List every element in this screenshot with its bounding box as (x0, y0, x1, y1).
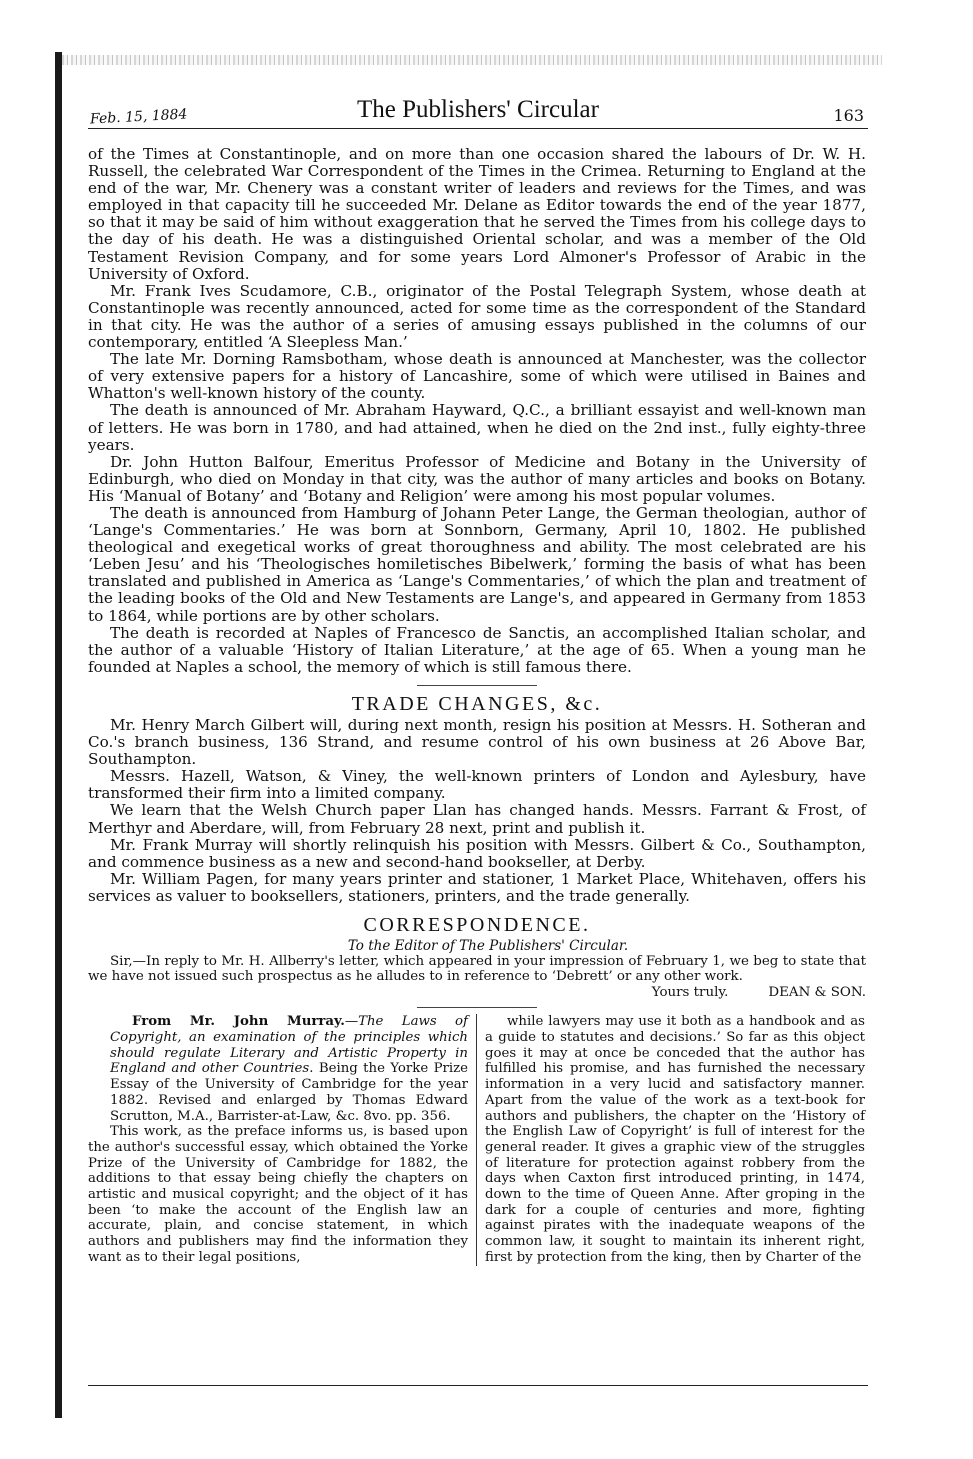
obituary-paragraph: The late Mr. Dorning Ramsbotham, whose death is announced at Manchester, was the collector of very extensive papers for a history of Lancashire, some of which were utilised in Baines and Whatton's well-known history of the county. (88, 350, 866, 403)
footer-rule (88, 1385, 868, 1386)
review-left-column (88, 1014, 477, 1265)
trade-changes-section (88, 692, 866, 905)
review-text-right: while lawyers may use it both as a handbook and as a guide to statutes and decisions.’ So far as this object goes it may at once be conceded that the author has fulfilled his promise, and has furnished the necessary information in a very lucid and satisfactory manner. Apart from the value of the work as a text-book for authors and publishers, the chapter on the ‘History of the English Law of Copyright’ is full of interest for the general reader. It gives a graphic view of the struggles of literature for protection against robbery from the days when Caxton first introduced printing, in 1474, down to the time of Queen Anne. After groping in the dark for a couple of centuries and more, fighting against pirates with the inadequate weapons of the common law, it sought to maintain its inherent right, first by protection from the king, then by Charter of the (485, 1014, 865, 1265)
signature: DEAN & SON. (768, 985, 866, 1001)
obituary-paragraph: Mr. Frank Ives Scudamore, C.B., originator of the Postal Telegraph System, whose death at Constantinople was recently announced, acted for some time as the correspondent of the Standard in that city. He was the author of a series of amusing essays published in the columns of our contemporary, entitled ‘A Sleepless Man.’ (88, 281, 866, 352)
book-title: —The Laws of Copyright, an examination of the principles which should regulate Literary and Artistic Property in England and other Countries. (110, 1014, 468, 1077)
correspondence-signoff (88, 984, 866, 1001)
trade-paragraph: We learn that the Welsh Church paper Llan has changed hands. Messrs. Farrant & Frost, of Merthyr and Aberdare, will, from February 28 next, print and publish it. (88, 801, 866, 837)
scan-binding-edge (55, 52, 62, 1418)
closing: Yours truly. (651, 985, 729, 1001)
obituary-paragraph: of the Times at Constantinople, and on more than one occasion shared the labours of Dr. W. H. Russell, the celebrated War Correspondent of the Times in the Crimea. Returning to England at the end of the war, Mr. Chenery was a constant writer of leaders and reviews for the Times, and was employed in that capacity till he succeeded Mr. Delane as Editor towards the end of the year 1877, so that it may be said of him without exaggeration that he served the Times from his college days to the day of his death. He was a distinguished Oriental scholar, and was a member of the Old Testament Revision Company, and for some years Lord Almoner's Professor of Arabic in the University of Oxford. (88, 145, 866, 283)
correspondence-section (88, 914, 866, 1001)
page-header (88, 96, 868, 126)
header-rule (88, 128, 868, 129)
correspondence-subheading: To the Editor of The Publishers' Circular. (347, 938, 629, 955)
obituaries-section (88, 146, 866, 676)
scan-top-edge (62, 55, 882, 65)
correspondence-letter: Sir,—In reply to Mr. H. Allberry's letter, which appeared in your impression of February 1, we beg to state that we have not issued such prospectus as he alludes to in reference to ‘Debrett’ or any other work. (88, 954, 866, 984)
section-divider (417, 685, 537, 686)
page-number: 163 (833, 106, 864, 125)
issue-date: Feb. 15, 1884 (89, 106, 188, 128)
obituary-paragraph: Dr. John Hutton Balfour, Emeritus Professor of Medicine and Botany in the University of Edinburgh, who died on Monday in that city, was the author of many articles and books on Botany. His ‘Manual of Botany’ and ‘Botany and Religion’ were among his most popular volumes. (88, 452, 866, 505)
page-title: The Publishers' Circular (357, 96, 599, 123)
book-reference (88, 1014, 468, 1124)
section-divider (417, 1007, 537, 1008)
review-text-left: This work, as the preface informs us, is based upon the author's successful essay, which obtained the Yorke Prize of the University of Cambridge for 1882, the additions to that essay being chiefly the chapters on artistic and musical copyright; and the object of it has been ‘to make the account of the English law an accurate, plain, and concise statement, in which authors and publishers may find the information they want as to their legal positions, (88, 1124, 468, 1265)
correspondence-heading: CORRESPONDENCE. (363, 914, 591, 937)
trade-paragraph: Mr. Henry March Gilbert will, during next month, resign his position at Messrs. H. Sotheran and Co.'s branch business, 136 Strand, and resume control of his own business at 26 Above Bar, Southampton. (88, 716, 866, 769)
article-body (88, 146, 866, 1266)
trade-paragraph: Mr. Frank Murray will shortly relinquish his position with Messrs. Gilbert & Co., Southampton, and commence business as a new and second-hand bookseller, at Derby. (88, 835, 866, 871)
trade-paragraph: Messrs. Hazell, Watson, & Viney, the well-known printers of London and Aylesbury, have transformed their firm into a limited company. (88, 767, 866, 803)
trade-changes-heading: TRADE CHANGES, &c. (351, 692, 603, 715)
review-publisher: From Mr. John Murray. (132, 1014, 345, 1030)
review-columns (88, 1014, 866, 1265)
obituary-paragraph: The death is announced from Hamburg of Johann Peter Lange, the German theologian, author of ‘Lange's Commentaries.’ He was born at Sonnborn, Germany, April 10, 1802. He published theological and exegetical works of great thoroughness and ability. The most celebrated are his ‘Leben Jesu’ and his ‘Theologisches homiletisches Bibelwerk,’ forming the basis of what has been translated and published in America as ‘Lange's Commentaries,’ of which the plan and treatment of the leading books of the Old and New Testaments are Lange's, and appeared in Germany from 1853 to 1864, while portions are by other scholars. (88, 503, 866, 625)
obituary-paragraph: The death is recorded at Naples of Francesco de Sanctis, an accomplished Italian scholar, and the author of a valuable ‘History of Italian Literature,’ at the age of 65. When a young man he founded at Naples a school, the memory of which is still famous there. (88, 623, 866, 676)
review-right-column (477, 1014, 865, 1265)
obituary-paragraph: The death is announced of Mr. Abraham Hayward, Q.C., a brilliant essayist and well-known man of letters. He was born in 1780, and had attained, when he died on the 2nd inst., fully eighty-three years. (88, 401, 866, 454)
trade-paragraph: Mr. William Pagen, for many years printer and stationer, 1 Market Place, Whitehaven, offers his services as valuer to booksellers, stationers, printers, and the trade generally. (88, 869, 866, 905)
book-details: Being the Yorke Prize Essay of the University of Cambridge for the year 1882. Revised and enlarged by Thomas Edward Scrutton, M.A., Barrister-at-Law, &c. 8vo. pp. 356. (110, 1061, 469, 1124)
